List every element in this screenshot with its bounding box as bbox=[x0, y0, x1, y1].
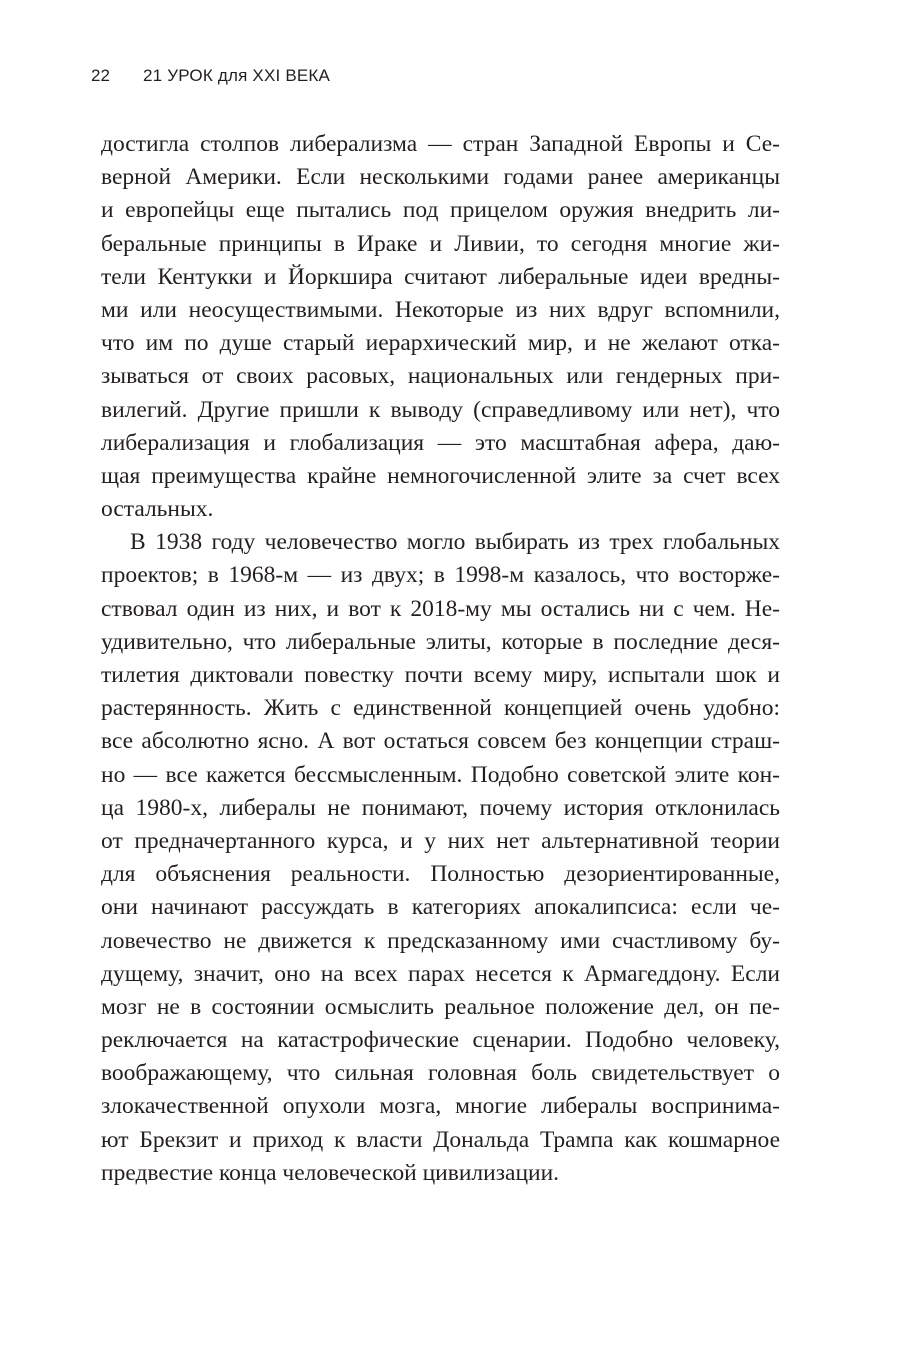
text-line: верной Америки. Если несколькими годами ранее американцы bbox=[101, 164, 780, 191]
text-line: тели Кентукки и Йоркшира считают либеральные идеи вредны- bbox=[101, 263, 780, 290]
text-line: В 1938 году человечество могло выбирать из трех глобальных bbox=[130, 529, 780, 556]
paragraph-1 bbox=[101, 128, 780, 526]
text-line: злокачественной опухоли мозга, многие либералы воспринима- bbox=[101, 1093, 780, 1120]
text-line: от предначертанного курса, и у них нет альтернативной теории bbox=[101, 827, 780, 854]
text-line: ют Брекзит и приход к власти Дональда Трампа как кошмарное bbox=[101, 1126, 780, 1153]
text-line: они начинают рассуждать в категориях апокалипсиса: если че- bbox=[101, 894, 780, 921]
text-line: беральные принципы в Ираке и Ливии, то сегодня многие жи- bbox=[101, 230, 780, 257]
text-line: либерализация и глобализация — это масштабная афера, даю- bbox=[101, 429, 780, 456]
text-line: что им по душе старый иерархический мир, и не желают отка- bbox=[101, 330, 780, 357]
text-line: удивительно, что либеральные элиты, которые в последние деся- bbox=[101, 628, 780, 655]
text-line: реключается на катастрофические сценарии. Подобно человеку, bbox=[101, 1027, 780, 1054]
text-line: для объяснения реальности. Полностью дезориентированные, bbox=[101, 861, 780, 888]
text-line: воображающему, что сильная головная боль свидетельствует о bbox=[101, 1060, 780, 1087]
text-line: и европейцы еще пытались под прицелом оружия внедрить ли- bbox=[101, 197, 780, 224]
running-header bbox=[91, 66, 330, 92]
text-line: зываться от своих расовых, национальных или гендерных при- bbox=[101, 363, 780, 390]
text-line: мозг не в состоянии осмыслить реальное положение дел, он пе- bbox=[101, 993, 780, 1020]
book-title: 21 УРОК для XXI ВЕКА bbox=[143, 66, 331, 85]
page-number: 22 bbox=[91, 66, 110, 85]
text-line: проектов; в 1968-м — из двух; в 1998-м казалось, что восторже- bbox=[101, 562, 780, 589]
text-line: тилетия диктовали повестку почти всему миру, испытали шок и bbox=[101, 662, 780, 688]
body-text bbox=[101, 128, 780, 1190]
text-line: дущему, значит, оно на всех парах несется к Армагеддону. Если bbox=[101, 960, 780, 987]
text-line: но — все кажется бессмысленным. Подобно советской элите кон- bbox=[101, 761, 780, 788]
paragraph-2 bbox=[101, 526, 780, 1190]
text-line: вилегий. Другие пришли к выводу (справедливому или нет), что bbox=[101, 396, 780, 423]
text-line: ловечество не движется к предсказанному ими счастливому бу- bbox=[101, 927, 780, 954]
text-line: ствовал один из них, и вот к 2018-му мы остались ни с чем. Не- bbox=[101, 595, 780, 622]
text-line: предвестие конца человеческой цивилизации. bbox=[101, 1159, 560, 1186]
text-line: все абсолютно ясно. А вот остаться совсем без концепции страш- bbox=[101, 728, 780, 755]
text-line: щая преимущества крайне немногочисленной элите за счет всех bbox=[101, 462, 780, 489]
text-line: ца 1980-х, либералы не понимают, почему история отклонилась bbox=[101, 794, 780, 821]
text-line: достигла столпов либерализма — стран Западной Европы и Се- bbox=[101, 131, 780, 157]
text-line: остальных. bbox=[101, 496, 214, 523]
text-line: растерянность. Жить с единственной концепцией очень удобно: bbox=[101, 695, 780, 722]
text-line: ми или неосуществимыми. Некоторые из них вдруг вспомнили, bbox=[101, 296, 780, 323]
